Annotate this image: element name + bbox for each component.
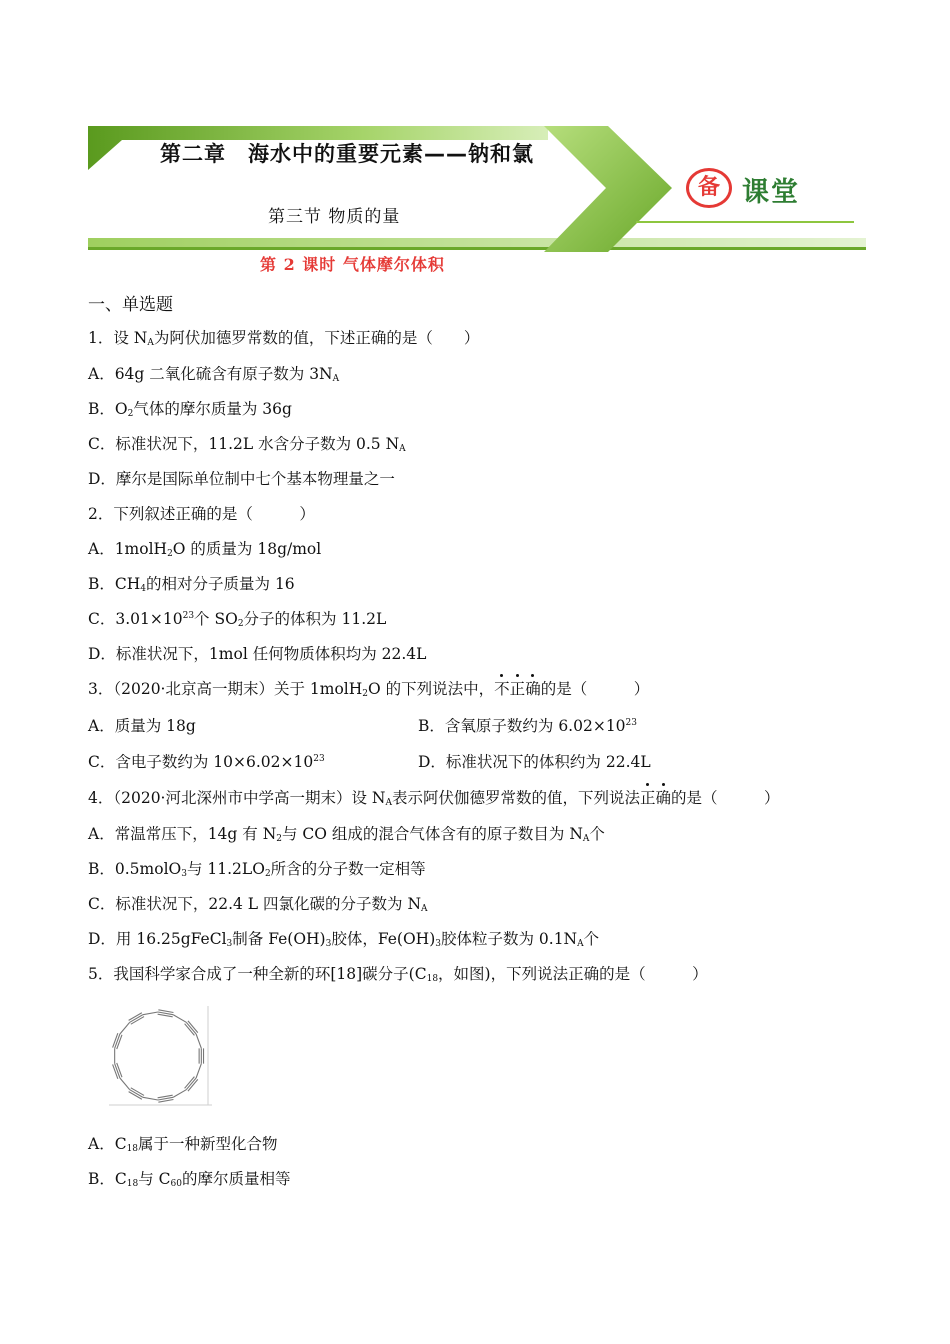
q3-option-d: D．标准状况下的体积约为 22.4L <box>418 753 651 771</box>
q1-option-a: A．64g 二氧化硫含有原子数为 $3N_A$ <box>88 365 340 384</box>
single-bond-line <box>173 1090 186 1098</box>
single-bond-line <box>173 1015 186 1023</box>
c18-ring-diagram <box>108 1006 212 1106</box>
emphasis-char: 正 <box>510 677 526 699</box>
q5-option-b: B．$C_{18}$与 $C_{60}$的摩尔质量相等 <box>88 1170 291 1189</box>
emphasis-char: 不 <box>494 677 510 699</box>
q3-option-c: C．含电子数约为 $10\times 6.02\times 10^{23}$ <box>88 753 325 771</box>
q4-option-a: A．常温常压下，14g 有 $N_2$与 CO 组成的混合气体含有的原子数目为 $N_A$个 <box>88 825 605 844</box>
single-bond-line <box>143 1097 158 1100</box>
section-title: 第三节 物质的量 <box>268 207 401 227</box>
section-heading: 一、单选题 <box>88 295 173 315</box>
q4-option-b: B．0.5molO$_3$与 $11.2LO_2$所含的分子数一定相等 <box>88 860 426 879</box>
q2-option-a: A．1molH$_2$O 的质量为 18g/mol <box>88 540 322 559</box>
q4-option-d: D．用 16.25gFeCl$_3$制备 $Fe(OH)_3$胶体，$Fe(OH)_3$胶体粒子数为 $0.1N_A$个 <box>88 930 600 949</box>
q1-stem: 1．设 $N_A$为阿伏加德罗常数的值，下述正确的是（ ） <box>88 329 480 348</box>
emphasis-char: 确 <box>656 786 672 808</box>
logo-char: 备 <box>697 175 720 200</box>
q1-option-c: C．标准状况下，11.2L 水含分子数为 0.5 $N_A$ <box>88 435 406 454</box>
single-bond-line <box>120 1078 130 1090</box>
q3-option-a: A．质量为 18g <box>88 717 196 735</box>
q1-option-d: D．摩尔是国际单位制中七个基本物理量之一 <box>88 470 395 488</box>
q5-stem: 5．我国科学家合成了一种全新的环[18]碳分子($C_{18}$，如图)，下列说法正确的是（ ） <box>88 965 708 984</box>
q3-option-b: B．含氧原子数约为 $6.02\times 10^{23}$ <box>418 717 637 735</box>
cyclo-c18-figure <box>108 1006 212 1106</box>
emphasis-char: 确 <box>525 677 541 699</box>
header-banner <box>0 0 950 260</box>
q3-options-row-2 <box>88 750 888 772</box>
q1-option-b: B．$O_2$气体的摩尔质量为 36g <box>88 400 292 419</box>
logo <box>686 164 836 214</box>
single-bond-line <box>196 1064 201 1078</box>
q5-option-a: A．$C_{18}$属于一种新型化合物 <box>88 1135 278 1154</box>
chapter-title: 第二章 海水中的重要元素——钠和氯 <box>160 142 534 166</box>
q2-stem: 2．下列叙述正确的是（ ） <box>88 505 315 523</box>
q3-stem: 3．（2020·北京高一期末）关于 1molH$_2$O 的下列说法中，不正确的是（ ） <box>88 677 649 699</box>
emphasis-char: 正 <box>640 786 656 808</box>
q2-option-d: D．标准状况下，1mol 任何物质体积均为 22.4L <box>88 645 427 663</box>
lesson-title: 第 2 课时 气体摩尔体积 <box>260 255 445 274</box>
q2-option-c: C．$3.01\times 10^{23}$个 $SO_2$分子的体积为 11.2L <box>88 610 387 629</box>
q4-option-c: C．标准状况下，22.4 L 四氯化碳的分子数为 $N_A$ <box>88 895 428 914</box>
q2-option-b: B．$CH_4$的相对分子质量为 16 <box>88 575 295 594</box>
banner-graphic <box>0 0 950 260</box>
q4-stem: 4．（2020·河北深州市中学高一期末）设 $N_A$表示阿伏伽德罗常数的值，下列说法正确的是（ ） <box>88 786 780 808</box>
single-bond-line <box>143 1012 158 1015</box>
q3-options-row-1 <box>88 714 888 736</box>
logo-text: 课堂 <box>742 177 800 208</box>
single-bond-line <box>120 1022 130 1034</box>
single-bond-line <box>196 1034 201 1048</box>
